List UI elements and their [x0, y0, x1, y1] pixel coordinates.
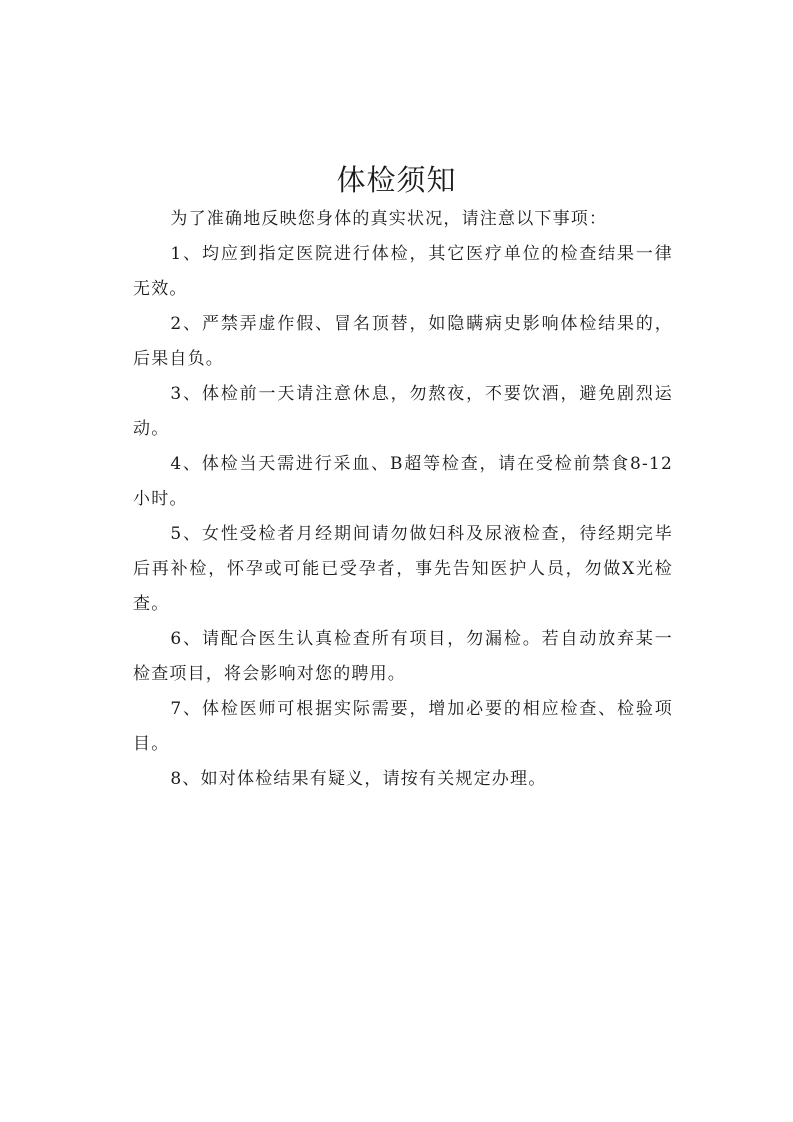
document-title: 体检须知	[336, 163, 457, 197]
notice-item-3: 3、体检前一天请注意休息，勿熬夜，不要饮酒，避免剧烈运动。	[133, 384, 673, 439]
notice-item-4: 4、体检当天需进行采血、B超等检查，请在受检前禁食8-12小时。	[133, 454, 673, 509]
notice-item-8: 8、如对体检结果有疑义，请按有关规定办理。	[170, 769, 547, 789]
notice-item-6: 6、请配合医生认真检查所有项目，勿漏检。若自动放弃某一检查项目，将会影响对您的聘用。	[133, 629, 673, 684]
document-body	[133, 202, 673, 797]
notice-item-2: 2、严禁弄虚作假、冒名顶替，如隐瞒病史影响体检结果的，后果自负。	[133, 314, 673, 369]
notice-item-1: 1、均应到指定医院进行体检，其它医疗单位的检查结果一律无效。	[133, 244, 673, 299]
intro-paragraph: 为了准确地反映您身体的真实状况，请注意以下事项：	[170, 209, 608, 229]
notice-item-5: 5、女性受检者月经期间请勿做妇科及尿液检查，待经期完毕后再补检，怀孕或可能已受孕者，事先告知医护人员，勿做X光检查。	[133, 524, 673, 614]
notice-item-7: 7、体检医师可根据实际需要，增加必要的相应检查、检验项目。	[133, 699, 673, 754]
